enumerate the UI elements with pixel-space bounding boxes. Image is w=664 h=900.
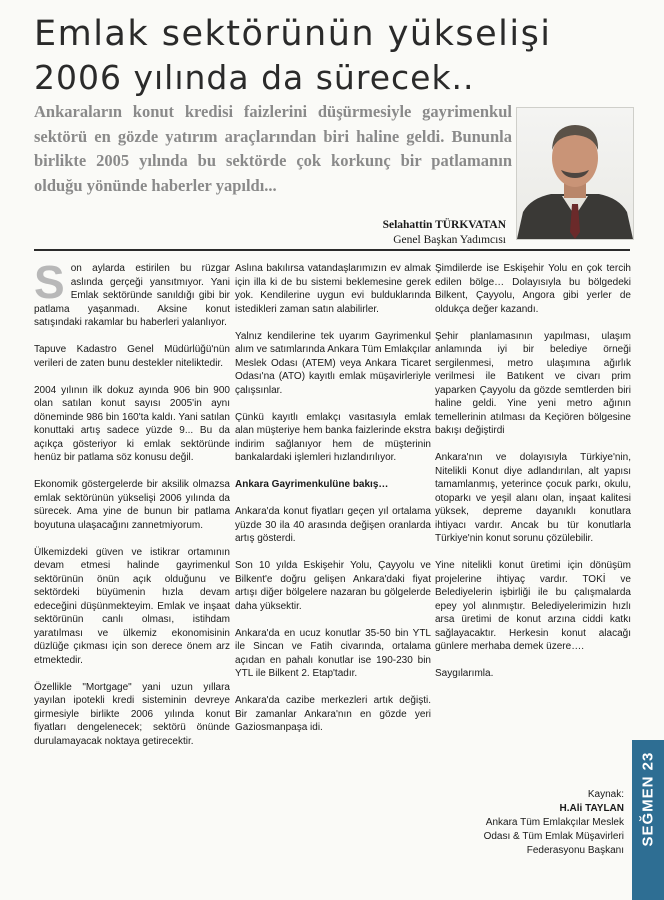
magazine-name: SEĞMEN (639, 775, 657, 847)
source-org-line-2: Odası & Tüm Emlak Müşavirleri (483, 831, 624, 842)
article-column-2 (235, 262, 431, 748)
author-name: Selahattin TÜRKVATAN (382, 219, 506, 231)
column-2-paragraph-4: Ankara'da konut fiyatları geçen yıl ortalama yüzde 30 ila 40 arasında değişen oranlarda artış gösterdi. (235, 506, 431, 544)
column-2-paragraph-1: Aslına bakılırsa vatandaşlarımızın ev almak için illa ki de bu sistemi beklemesine gerek yok. Kendilerine uygun evi bulduklarında istedikleri zaman satın alabilirler. (235, 263, 431, 315)
column-2-paragraph-5: Son 10 yılda Eskişehir Yolu, Çayyolu ve Bilkent'e doğru gelişen Ankara'daki fiyat artışı diğer bölgelere nazaran bu gölgelerde daha yüksektir. (235, 560, 431, 612)
source-credit (484, 788, 624, 858)
column-1-paragraph-3: 2004 yılının ilk dokuz ayında 906 bin 900 olan satılan konut sayısı 2005'in aynı döneminde 986 bin 160'ta kaldı. Yani satılan konuttaki artış sadece yüzde 9... Bu da açıkça gösteriyor ki emlak sektöründe henüz bir patlama söz konusu değil. (34, 384, 230, 463)
column-1-paragraph-1 (34, 256, 230, 330)
section-subheading: Ankara Gayrimenkulüne bakış… (235, 479, 389, 490)
column-3-paragraph-2: Şehir planlamasının yapılması, ulaşım anlamında iyi bir belediye örneği sergilenmesi, metro ulaşımına ağırlık verilmesi ile Batıkent ve civarı prim yaparken Çayyolu da gözde semtlerden biri haline geldi. Yine yeni metro ağının temellerinin atılması da Keçiören bölgesine bakışı değiştirdi (435, 330, 631, 436)
column-2-paragraph-2: Yalnız kendilerine tek uyarım Gayrimenkul alım ve satımlarında Ankara Tüm Emlakçılar Meslek Odası (ATEM) veya Ankara Ticaret Odası'na (ATO) kayıtlı emlak müşavirleriyle çalışsınlar. (235, 330, 431, 396)
page-number: 23 (639, 751, 657, 771)
article-column-1 (34, 256, 230, 762)
column-1-paragraph-1-text: on aylarda estirilen bu rüzgar aslında gerçeği yansıtmıyor. Yani Emlak sektöründe sanıldığı gibi bir patlama yaşanmadı. Aksine konut satışındaki rakamlar bu haberleri yalanlıyor. (34, 263, 230, 328)
column-3-paragraph-1: Şimdilerde ise Eskişehir Yolu en çok tercih edilen bölge… Dolayısıyla bu bölgedeki Bilkent, Çayyolu, Angora gibi yerler de oldukça değer kazandı. (435, 263, 631, 315)
drop-cap: S (34, 256, 65, 308)
headline-line-2: 2006 yılında da sürecek.. (34, 58, 475, 97)
column-3-closing: Saygılarımla. (435, 668, 494, 679)
source-name: H.Ali TAYLAN (559, 803, 624, 814)
column-1-paragraph-5: Ülkemizdeki güven ve istikrar ortamının devam etmesi halinde gayrimenkul sektörünün önün açık olduğunu ve sektördeki büyümenin hızla devam edeceğini düşünmekteyim. Emlak ve inşaat sektörünün canlı olması, istihdam yaratılması ve ülkemiz ekonomisinin düzlüğe çıkması için son derece önem arz etmektedir. (34, 546, 230, 666)
column-3-paragraph-4: Yine nitelikli konut üretimi için dönüşüm projelerine ihtiyaç vardır. TOKİ ve Belediyelerin işbirliği ile bu çalışmalarda epey yol alınmıştır. Belediyelerimizin hızlı arsa üretimi de konut arzına ciddi katkı sağlayacaktır. Herkesin konut alacağı günlere merhaba demek üzere…. (435, 560, 631, 652)
column-1-paragraph-2: Tapuve Kadastro Genel Müdürlüğü'nün verileri de zaten bunu destekler niteliktedir. (34, 344, 230, 369)
source-org-line-1: Ankara Tüm Emlakçılar Meslek (485, 817, 624, 828)
source-org-line-3: Federasyonu Başkanı (526, 845, 624, 856)
author-photo (516, 107, 634, 240)
header-divider (34, 249, 630, 251)
column-2-paragraph-3: Çünkü kayıtlı emlakçı vasıtasıyla emlak alan müşteriye hem banka faizlerinde ekstra indirim sağlanıyor hem de müşterinin bankalardaki işlemleri hızlandırılıyor. (235, 411, 431, 463)
column-1-paragraph-4: Ekonomik göstergelerde bir aksilik olmazsa emlak sektörünün yükselişi 2006 yılında da sürecek. Ama yine de bunun bir patlama boyutuna ulaşacağını zannetmiyorum. (34, 479, 230, 531)
column-1-paragraph-6: Özellikle "Mortgage" yani uzun yıllara yayılan ipotekli kredi sisteminin devreye girmesiyle birlikte 2006 yılında konut fiyatları dengelenecek; sektörü önünde durulamayacak noktaya getirecektir. (34, 681, 230, 747)
portrait-illustration (517, 108, 633, 239)
article-column-3 (435, 262, 631, 694)
column-3-paragraph-3: Ankara'nın ve dolayısıyla Türkiye'nin, Nitelikli Konut diye adlandırılan, alt yapısı tamamlanmış, yeterince çocuk parkı, okulu, otoparkı ve yeşil alanı olan, inşaat kalitesi yüksek, depreme dayanıklı konutlara ihtiyacı vardır. Ancak bu tür konutlarla Türkiye'nin konut sorunu çözülebilir. (435, 452, 631, 544)
author-byline (383, 218, 506, 248)
magazine-name-page (639, 751, 657, 847)
lead-paragraph: Ankaraların konut kredisi faizlerini düşürmesiyle gayrimenkul sektörü en gözde yatırım araçlarından biri haline geldi. Bununla birlikte 2005 yılında bu sektörde çok korkunç bir patlamanın olduğu yönünde haberler yapıldı... (34, 102, 512, 195)
column-2-paragraph-6: Ankara'da en ucuz konutlar 35-50 bin YTL ile Sincan ve Fatih civarında, ortalama açıdan en pahalı konutlar ise 190-230 bin YTL ile Bilkent 2. Etap'tadır. (235, 627, 431, 679)
column-2-paragraph-7: Ankara'da cazibe merkezleri artık değişti. Bir zamanlar Ankara'nın en gözde yeri Gaziosmanpaşa idi. (235, 695, 431, 733)
source-label: Kaynak: (587, 789, 624, 800)
headline-line-1: Emlak sektörünün yükselişi (34, 14, 552, 54)
magazine-sidebar-tab (632, 740, 664, 900)
author-role: Genel Başkan Yadımcısı (393, 234, 506, 246)
